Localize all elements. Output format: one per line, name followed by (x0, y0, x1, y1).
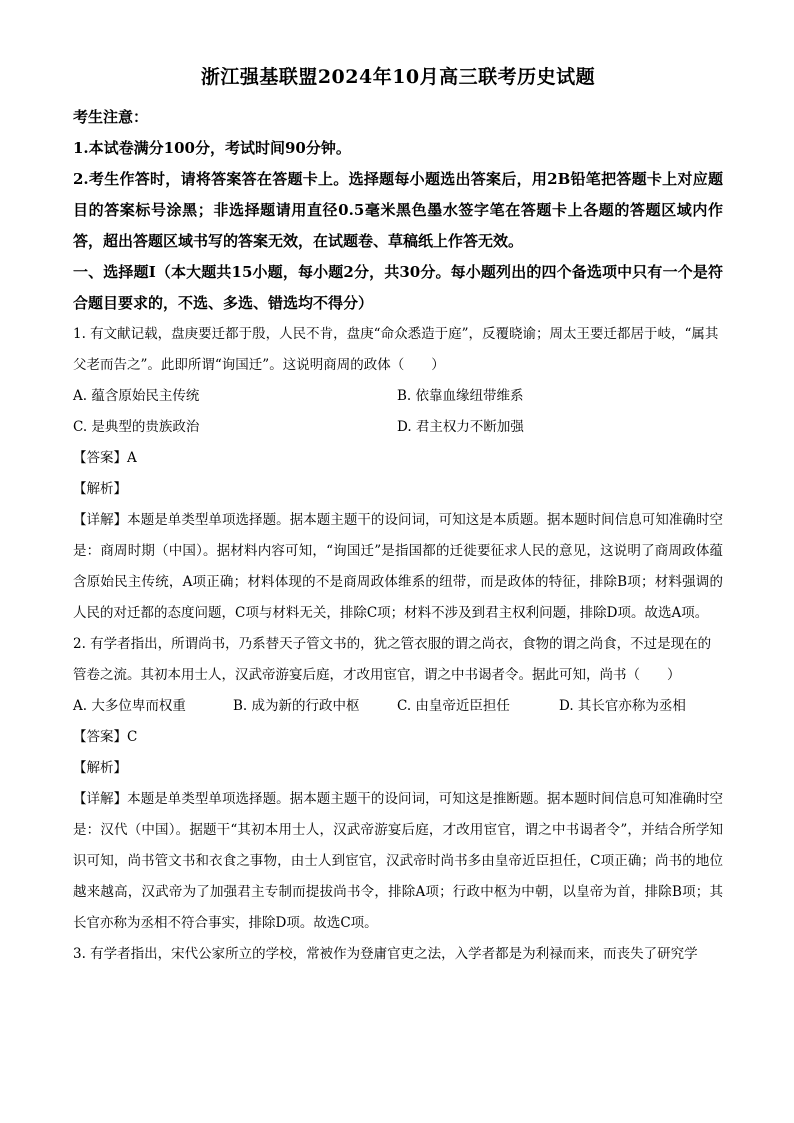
answer-label: 【答案】C (73, 729, 138, 745)
option-c: C. 是典型的贵族政治 (73, 419, 200, 435)
question-stem: 3. 有学者指出，宋代公家所立的学校，常被作为登庸官吏之法，入学者都是为利禄而来，而丧失了研究学 (73, 946, 698, 962)
notice-item-2: 2.考生作答时，请将答案答在答题卡上。选择题每小题选出答案后，用2B铅笔把答题卡上对应题目的答案标号涂黑；非选择题请用直径0.5毫米黑色墨水签字笔在答题卡上各题的答题区域内作答，超出答题区域书写的答案无效，在试题卷、草稿纸上作答无效。 (73, 170, 723, 250)
options-row (73, 691, 723, 722)
option-d: D. 君主权力不断加强 (397, 419, 524, 435)
option-b: B. 成为新的行政中枢 (233, 698, 360, 714)
answer-label: 【答案】A (73, 450, 137, 466)
option-c: C. 由皇帝近臣担任 (397, 698, 510, 714)
analysis-label: 【解析】 (73, 481, 127, 497)
detail-text: 【详解】本题是单类型单项选择题。据本题主题干的设问词，可知这是推断题。据本题时间信息可知准确时空是：汉代（中国）。据题干“其初本用士人，汉武帝游宴后庭，才改用宦官，谓之中书谒者令”，并结合所学知识可知，尚书管文书和衣食之事物，由士人到宦官，汉武帝时尚书多由皇帝近臣担任，C项正确；尚书的地位越来越高，汉武帝为了加强君主专制而提拔尚书令，排除A项；行政中枢为中朝，以皇帝为首，排除B项；其长官亦称为丞相不符合事实，排除D项。故选C项。 (73, 791, 723, 931)
notice-item-1: 1.本试卷满分100分，考试时间90分钟。 (73, 139, 351, 157)
option-b: B. 依靠血缘纽带维系 (397, 388, 524, 404)
exam-page (73, 62, 723, 970)
question-1 (73, 319, 723, 629)
options-row-1 (73, 381, 723, 412)
question-stem: 2. 有学者指出，所谓尚书，乃系替天子管文书的，犹之管衣服的谓之尚衣，食物的谓之尚食，不过是现在的管卷之流。其初本用士人，汉武帝游宴后庭，才改用宦官，谓之中书谒者令。据此可知，尚书（ ） (73, 636, 712, 683)
question-stem: 1. 有文献记载，盘庚要迁都于殷，人民不肯，盘庚“命众悉造于庭”，反覆晓谕；周太王要迁都居于岐，“属其父老而告之”。此即所谓“询国迁”。这说明商周的政体（ ） (73, 326, 719, 373)
question-3 (73, 939, 723, 970)
section-heading: 一、选择题Ⅰ（本大题共15小题，每小题2分，共30分。每小题列出的四个备选项中只有一个是符合题目要求的，不选、多选、错选均不得分） (73, 263, 723, 312)
option-a: A. 大多位卑而权重 (73, 698, 186, 714)
page-title: 浙江强基联盟2024年10月高三联考历史试题 (200, 66, 596, 88)
question-2 (73, 629, 723, 939)
analysis-label: 【解析】 (73, 760, 127, 776)
option-a: A. 蕴含原始民主传统 (73, 388, 200, 404)
option-d: D. 其长官亦称为丞相 (559, 698, 686, 714)
detail-text: 【详解】本题是单类型单项选择题。据本题主题干的设问词，可知这是本质题。据本题时间信息可知准确时空是：商周时期（中国）。据材料内容可知，“询国迁”是指国都的迁徙要征求人民的意见，这说明了商周政体蕴含原始民主传统，A项正确；材料体现的不是商周政体维系的纽带，而是政体的特征，排除B项；材料强调的人民的对迁都的态度问题，C项与材料无关，排除C项；材料不涉及到君主权利问题，排除D项。故选A项。 (73, 512, 723, 621)
options-row-2 (73, 412, 723, 443)
notice-heading: 考生注意： (73, 108, 149, 126)
